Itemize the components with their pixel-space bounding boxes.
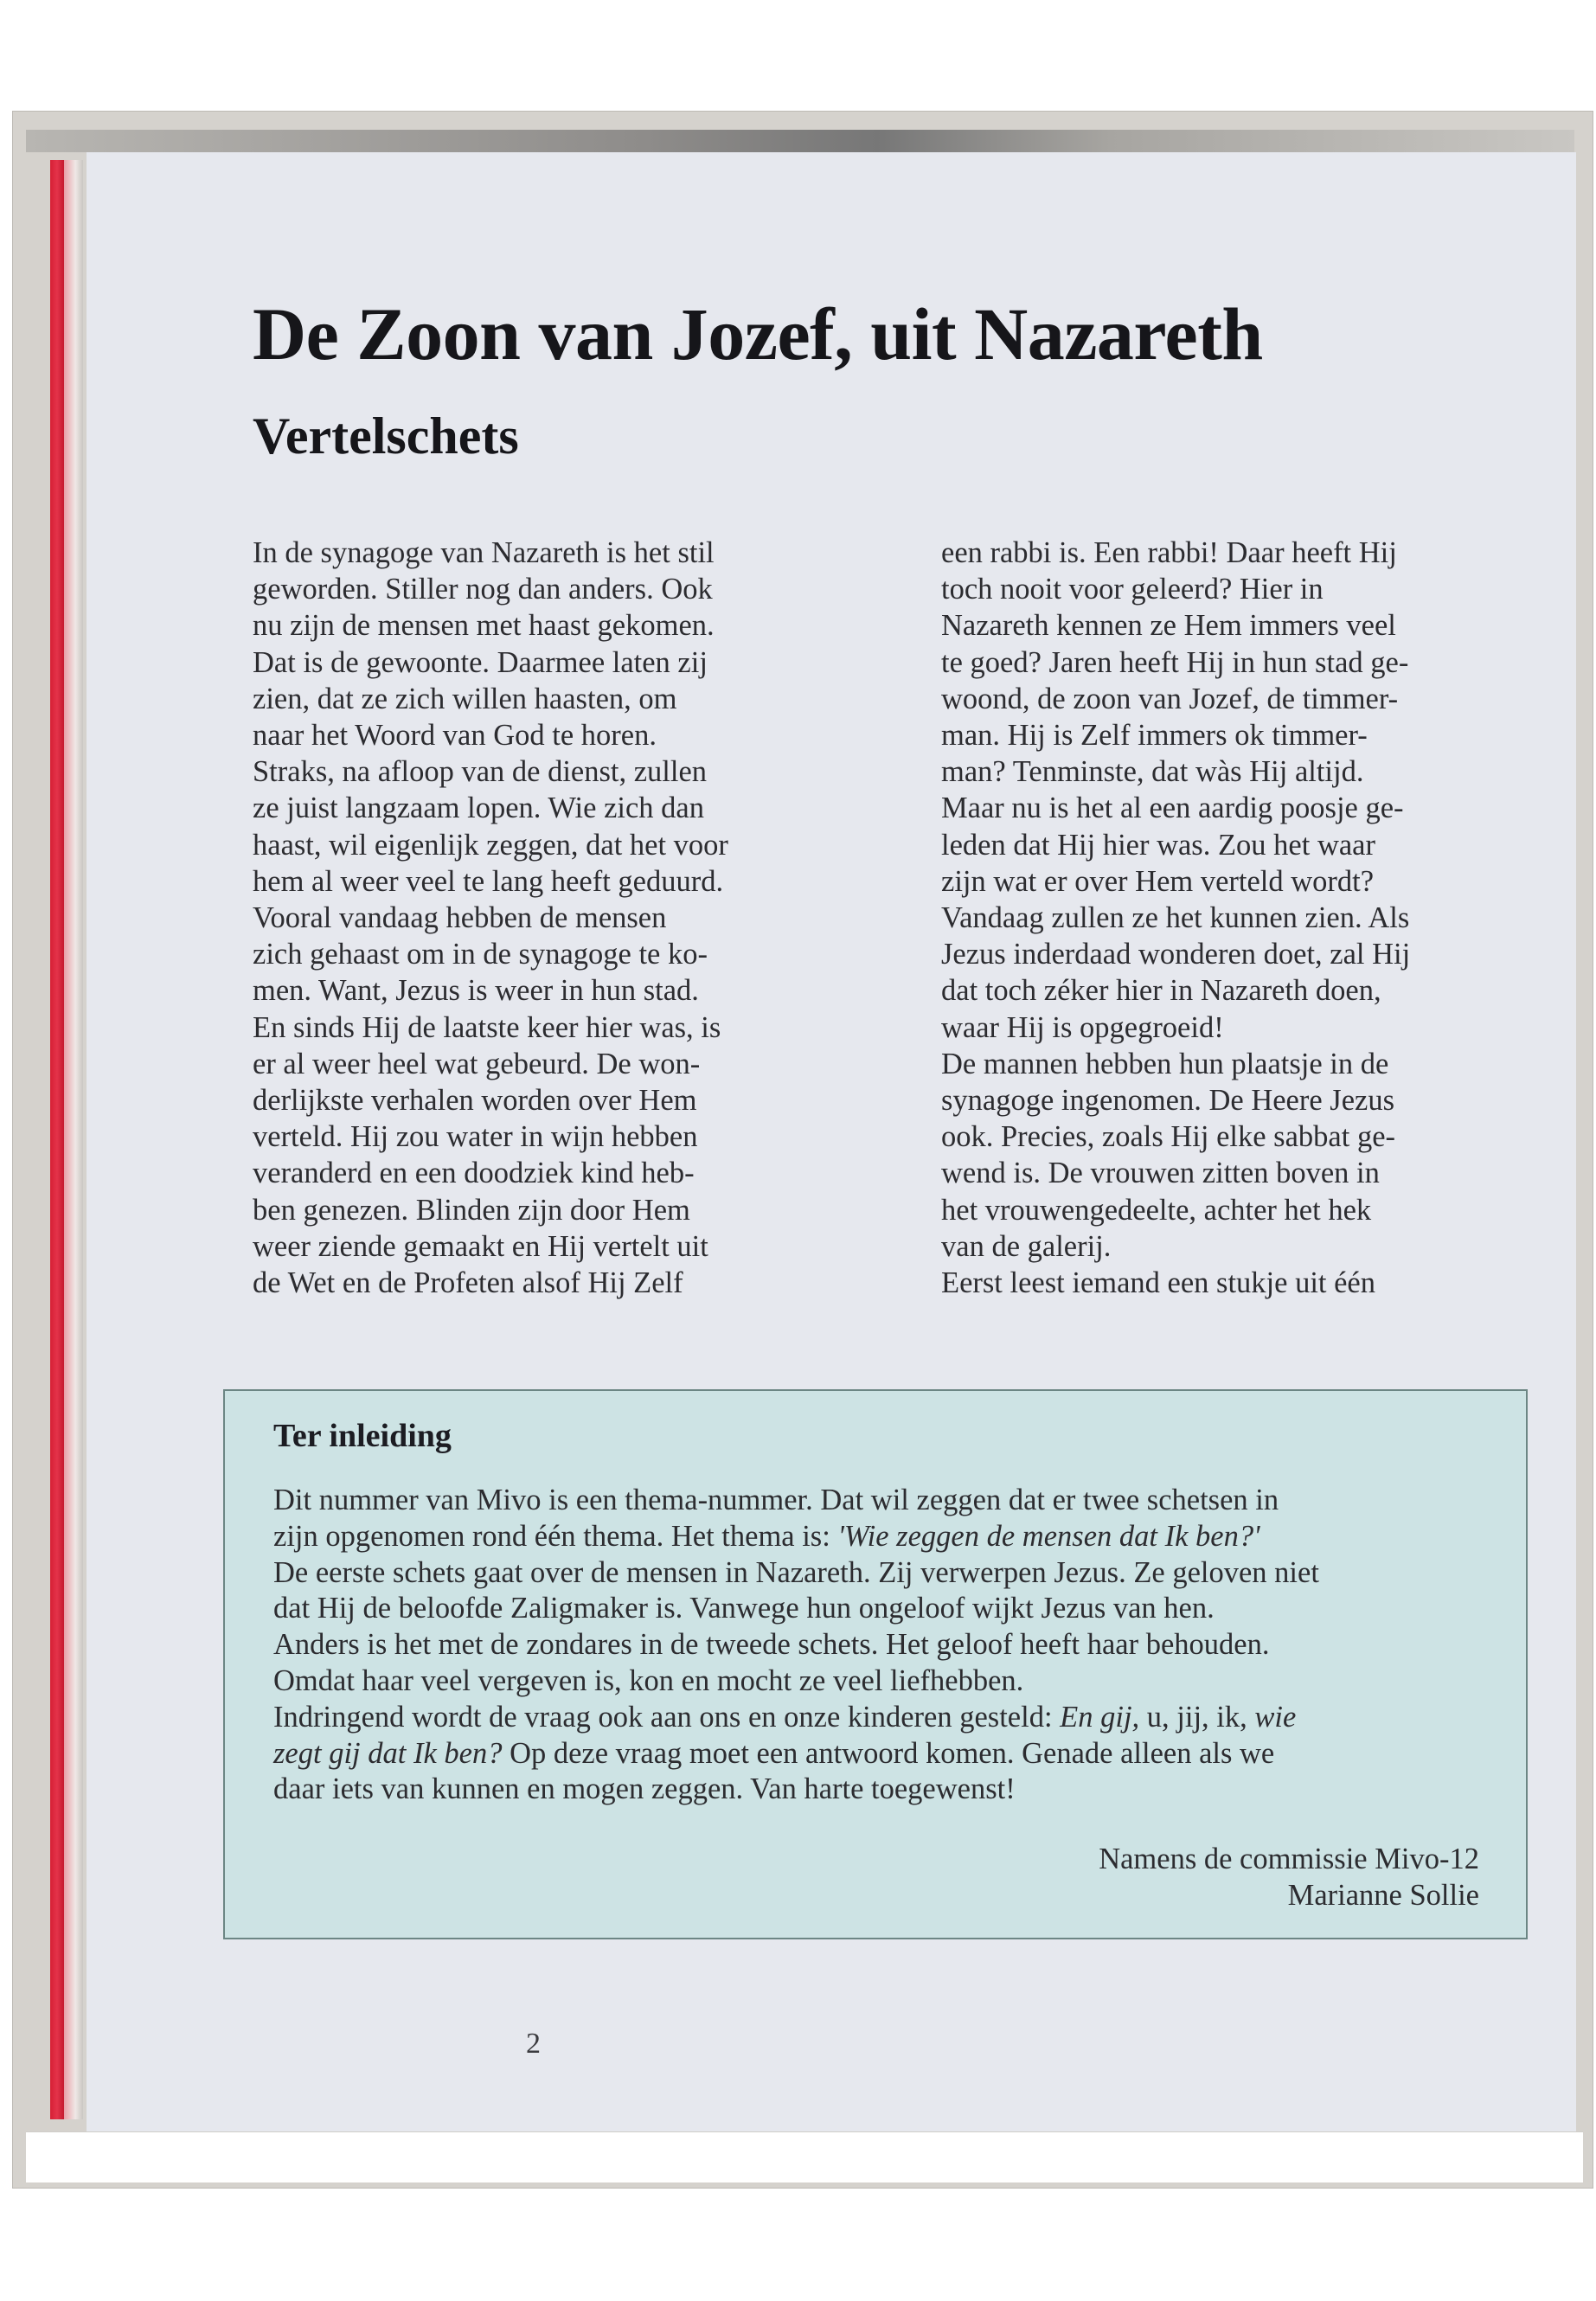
body-text-line: veranderd en een doodziek kind heb-	[253, 1157, 695, 1190]
book-bottom-edge	[26, 2131, 1583, 2182]
body-text-line: man. Hij is Zelf immers ok timmer-	[941, 719, 1368, 753]
intro-line	[273, 1519, 1319, 1555]
body-text-line: verteld. Hij zou water in wijn hebben	[253, 1120, 698, 1154]
intro-heading: Ter inleiding	[273, 1418, 452, 1454]
body-text-line: Vooral vandaag hebben de mensen	[253, 901, 667, 935]
body-text-line: woond, de zoon van Jozef, de timmer-	[941, 682, 1399, 715]
intro-italic-run: zegt gij dat Ik ben?	[273, 1736, 503, 1770]
body-text-line: nu zijn de mensen met haast gekomen.	[253, 609, 715, 643]
intro-line: Omdat haar veel vergeven is, kon en mocht ze veel liefhebben.	[273, 1663, 1024, 1697]
body-text-line: waar Hij is opgegroeid!	[941, 1010, 1224, 1044]
article-title: De Zoon van Jozef, uit Nazareth	[253, 292, 1263, 375]
body-text-line: weer ziende gemaakt en Hij vertelt uit	[253, 1229, 708, 1263]
intro-italic-run: wie	[1254, 1700, 1297, 1734]
body-text-line: ben genezen. Blinden zijn door Hem	[253, 1193, 690, 1227]
signature-author: Marianne Sollie	[1287, 1879, 1479, 1912]
intro-theme-question: 'Wie zeggen de mensen dat Ik ben?'	[837, 1519, 1260, 1553]
body-text-line: derlijkste verhalen worden over Hem	[253, 1084, 697, 1118]
intro-line: dat Hij de beloofde Zaligmaker is. Vanwege hun ongeloof wijkt Jezus van hen.	[273, 1592, 1215, 1625]
intro-line: Dit nummer van Mivo is een thema-nummer. Dat wil zeggen dat er twee schetsen in	[273, 1484, 1279, 1516]
body-text-line: toch nooit voor geleerd? Hier in	[941, 573, 1324, 606]
body-text-line: wend is. De vrouwen zitten boven in	[941, 1157, 1380, 1190]
intro-line: daar iets van kunnen en mogen zeggen. Van harte toegewenst!	[273, 1772, 1016, 1806]
signature	[1099, 1841, 1479, 1913]
text-column-left	[253, 535, 824, 1301]
body-text-line: het vrouwengedeelte, achter het hek	[941, 1193, 1372, 1227]
body-text-line: dat toch zéker hier in Nazareth doen,	[941, 974, 1381, 1008]
intro-box	[223, 1389, 1528, 1939]
intro-text-run: zijn opgenomen rond één thema. Het thema is:	[273, 1519, 838, 1553]
body-text-line: zijn wat er over Hem verteld wordt?	[941, 864, 1375, 898]
body-text-line: naar het Woord van God te horen.	[253, 719, 657, 753]
intro-line	[273, 1700, 1319, 1736]
signature-committee: Namens de commissie Mivo-12	[1099, 1843, 1479, 1875]
body-text-line: zich gehaast om in de synagoge te ko-	[253, 938, 708, 971]
body-text-line: Jezus inderdaad wonderen doet, zal Hij	[941, 938, 1411, 971]
body-text-line: In de synagoge van Nazareth is het stil	[253, 536, 715, 569]
body-text-line: De mannen hebben hun plaatsje in de	[941, 1047, 1389, 1080]
body-text-line: geworden. Stiller nog dan anders. Ook	[253, 573, 713, 606]
body-text-line: ze juist langzaam lopen. Wie zich dan	[253, 792, 704, 825]
article-subtitle: Vertelschets	[253, 407, 519, 465]
body-text-line: Maar nu is het al een aardig poosje ge-	[941, 792, 1404, 825]
page-number: 2	[526, 2028, 541, 2060]
body-text-line: zien, dat ze zich willen haasten, om	[253, 682, 677, 715]
body-text-line: Straks, na afloop van de dienst, zullen	[253, 755, 708, 789]
body-text-line: synagoge ingenomen. De Heere Jezus	[941, 1084, 1395, 1118]
body-text-line: ook. Precies, zoals Hij elke sabbat ge-	[941, 1120, 1395, 1154]
body-text-line: Nazareth kennen ze Hem immers veel	[941, 609, 1396, 643]
body-text-line: leden dat Hij hier was. Zou het waar	[941, 828, 1375, 862]
intro-text-run: u, jij, ik,	[1139, 1700, 1255, 1734]
intro-text-run: Op deze vraag moet een antwoord komen. Genade alleen als we	[502, 1736, 1275, 1770]
body-text-line: een rabbi is. Een rabbi! Daar heeft Hij	[941, 536, 1397, 569]
intro-text	[273, 1483, 1319, 1808]
text-column-right	[941, 535, 1529, 1301]
intro-line: Anders is het met de zondares in de tweede schets. Het geloof heeft haar behouden.	[273, 1628, 1270, 1662]
book-spine-red-edge	[50, 160, 64, 2119]
body-text-line: Eerst leest iemand een stukje uit één	[941, 1266, 1375, 1300]
intro-italic-run: En gij,	[1060, 1700, 1140, 1734]
book-top-edge	[26, 130, 1574, 152]
intro-line	[273, 1736, 1319, 1772]
body-text-line: Dat is de gewoonte. Daarmee laten zij	[253, 645, 708, 679]
book-page-edge	[64, 160, 83, 2119]
body-text-line: de Wet en de Profeten alsof Hij Zelf	[253, 1266, 683, 1300]
intro-line: De eerste schets gaat over de mensen in Nazareth. Zij verwerpen Jezus. Ze geloven niet	[273, 1555, 1319, 1589]
body-text-line: En sinds Hij de laatste keer hier was, is	[253, 1010, 721, 1044]
intro-text-run: Indringend wordt de vraag ook aan ons en onze kinderen gesteld:	[273, 1700, 1061, 1734]
body-text-line: er al weer heel wat gebeurd. De won-	[253, 1047, 701, 1080]
body-text-line: hem al weer veel te lang heeft geduurd.	[253, 864, 724, 898]
body-text-line: men. Want, Jezus is weer in hun stad.	[253, 974, 699, 1008]
body-text-line: Vandaag zullen ze het kunnen zien. Als	[941, 901, 1410, 935]
body-text-line: haast, wil eigenlijk zeggen, dat het voor	[253, 828, 728, 862]
body-text-line: van de galerij.	[941, 1229, 1112, 1263]
body-text-line: man? Tenminste, dat wàs Hij altijd.	[941, 755, 1364, 789]
body-text-line: te goed? Jaren heeft Hij in hun stad ge-	[941, 645, 1409, 679]
